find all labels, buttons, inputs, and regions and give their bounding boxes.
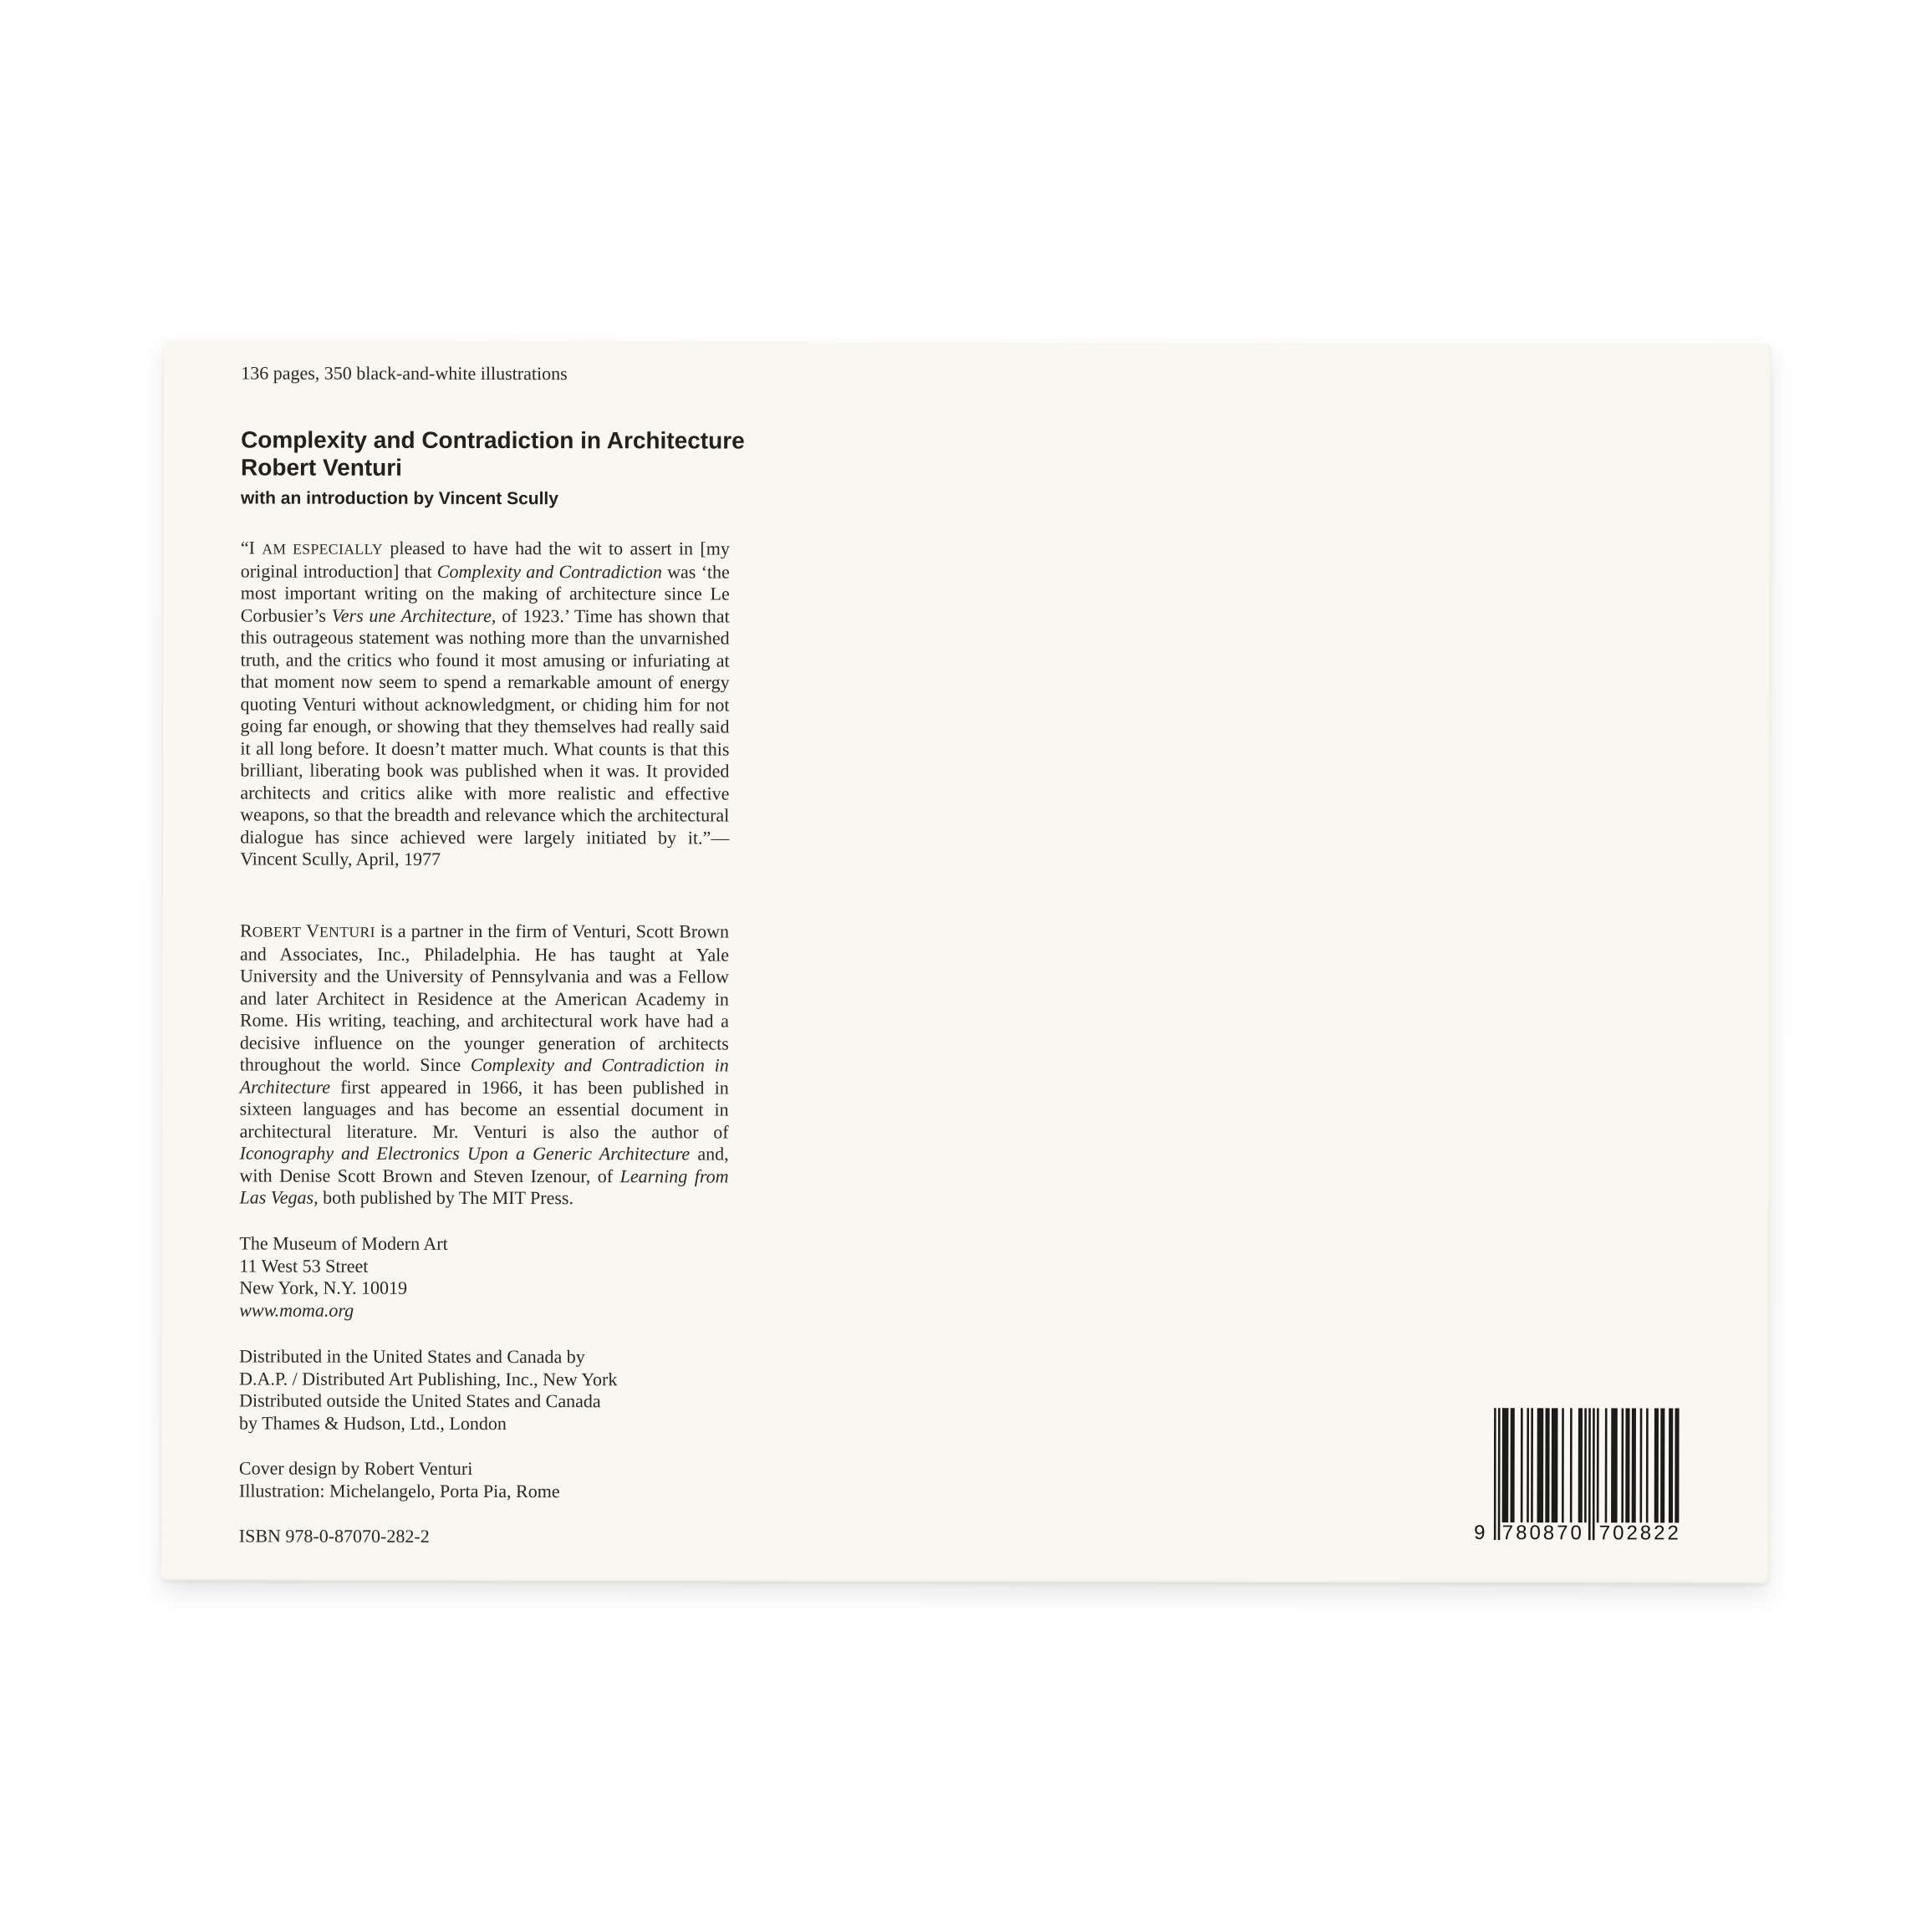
ean13-barcode [1469,1408,1691,1545]
barcode-bars [1494,1408,1690,1540]
author-bio-paragraph [239,920,729,1210]
text-line: D.A.P. / Distributed Art Publishing, Inc., New York [239,1367,618,1389]
text-segment: first appeared in 1966, it has been published in sixteen languages and has become an essential document in architectural literature. Mr. Venturi is also the author of [239,1076,729,1143]
text-line: Distributed in the United States and Canada by [239,1345,585,1368]
text-segment: R [240,920,252,941]
text-segment: is a partner in the firm of Venturi, Scott Brown and Associates, Inc., Philadelphia. He has taught at Yale University and the University of Pennsylvania and was a Fellow and later Architect in Residence at the American Academy in Rome. His writing, teaching, and architectural work have had a decisive influence on the younger generation of architects throughout the world. Since [239,920,730,1075]
text-line: www.moma.org [239,1298,354,1321]
text-line: by Thames & Hudson, Ltd., London [239,1411,507,1434]
text-line: 11 West 53 Street [239,1254,369,1277]
barcode-right-digits: 702822 [1598,1522,1681,1545]
barcode-lead-digit: 9 [1474,1522,1486,1545]
barcode-left-digits: 780870 [1501,1522,1584,1545]
text-segment: and, with Denise Scott Brown and Steven Izenour, of [239,1143,729,1186]
text-segment: of 1923.’ Time has shown that this outrageous statement was nothing more than the unvarnished truth, and the critics who found it most amusing or infuriating at that moment now seem to spend a remarkable amount of energy quoting Venturi without acknowledgment, or chiding him for not going far enough, or showing that they themselves had really said it all long before. It doesn’t matter much. What counts is that this brilliant, liberating book was published when it was. It provided architects and critics alike with more realistic and effective weapons, so that the breadth and relevance which the architectural dialogue has since achieved were largely initiated by it.”—Vincent Scully, April, 1977 [240,604,730,869]
book-subtitle: with an introduction by Vincent Scully [240,488,558,509]
text-line: Distributed outside the United States and Canada [239,1389,601,1412]
text-segment: AM ESPECIALLY [262,540,383,558]
text-segment: Vers une Architecture, [331,604,497,626]
text-segment: Iconography and Electronics Upon a Generic Architecture [239,1142,691,1165]
publisher-address-block [239,1232,728,1322]
text-segment: “I [240,537,263,558]
text-segment: Complexity and Contradiction [436,560,662,582]
text-segment: V [301,920,320,941]
text-segment: Complexity and Contradiction in Architecture [239,1053,729,1098]
scully-quote-paragraph [240,537,730,871]
text-segment: pleased to have had the wit to assert in [my original introduction] that [240,537,730,582]
text-segment: OBERT [252,923,302,941]
text-line: The Museum of Modern Art [239,1232,448,1254]
credits-block [239,1457,728,1502]
title-block [241,426,776,482]
text-segment: ENTURI [319,923,375,941]
isbn-line: ISBN 978-0-87070-282-2 [238,1525,430,1547]
text-segment: both published by The MIT Press. [318,1186,574,1209]
text-line: Cover design by Robert Venturi [238,1457,473,1479]
page-count-line: 136 pages, 350 black-and-white illustrations [241,362,568,385]
book-back-cover [162,339,1771,1583]
text-line: New York, N.Y. 10019 [239,1277,408,1298]
book-author: Robert Venturi [241,454,402,481]
text-segment: was ‘the most important writing on the making of architecture since Le Corbusier’s [240,560,730,626]
text-segment: Learning from Las Vegas, [239,1165,729,1208]
text-line: Illustration: Michelangelo, Porta Pia, Rome [238,1479,560,1501]
distribution-block [239,1345,728,1435]
book-title: Complexity and Contradiction in Architecture [241,426,745,454]
